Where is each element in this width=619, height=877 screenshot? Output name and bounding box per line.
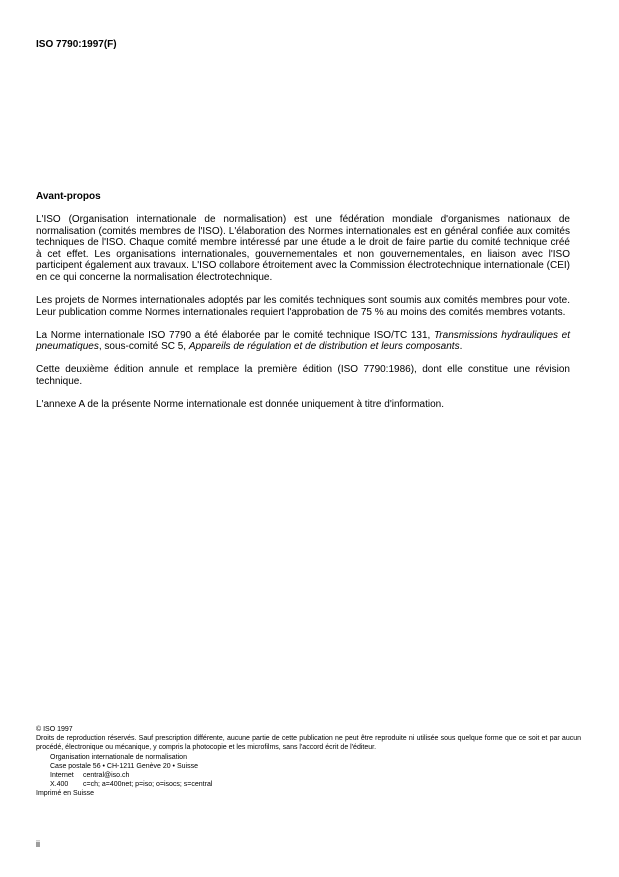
- foreword-paragraph-voting: Les projets de Normes internationales adoptés par les comités techniques sont soumis aux comités membres pour vote. Leur publication comme Normes internationales requiert l'approbation de 75 % au moins des comités membres votants.: [36, 295, 570, 318]
- page-number: ii: [36, 839, 40, 849]
- copyright-block: [36, 725, 581, 799]
- copyright-notice: © ISO 1997: [36, 726, 73, 733]
- internet-value: central@iso.ch: [83, 772, 130, 780]
- iso-organisation: Organisation internationale de normalisation: [50, 753, 187, 761]
- iso-internet: [36, 771, 581, 780]
- foreword-paragraph-iso: L'ISO (Organisation internationale de normalisation) est une fédération mondiale d'organismes nationaux de normalisation (comités membres de l'ISO). L'élaboration des Normes internationales est en général confiée aux comités techniques de l'ISO. Chaque comité membre intéressé par une étude a le droit de faire partie du comité technique créé à cet effet. Les organisations internationales, gouvernementales et non gouvernementales, en liaison avec l'ISO participent également aux travaux. L'ISO collabore étroitement avec la Commission électrotechnique internationale (CEI) en ce qui concerne la normalisation électrotechnique.: [36, 214, 570, 283]
- iso-x400: [36, 780, 581, 789]
- foreword-section: [36, 191, 570, 422]
- subcommittee-title: Appareils de régulation et de distribution et leurs composants: [188, 341, 460, 353]
- foreword-title: Avant-propos: [36, 191, 101, 202]
- copyright-rights: Droits de reproduction réservés. Sauf prescription différente, aucune partie de cette publication ne peut être reproduite ni utilisée sous quelque forme que ce soit et par aucun procédé, électronique ou mécanique, y compris la photocopie et les microfilms, sans l'accord écrit de l'éditeur.: [36, 735, 581, 752]
- iso-address: Case postale 56 • CH-1211 Genève 20 • Suisse: [50, 762, 198, 770]
- foreword-paragraph-committee: [36, 330, 570, 353]
- x400-value: c=ch; a=400net; p=iso; o=isocs; s=central: [83, 781, 213, 789]
- internet-label: Internet: [50, 772, 74, 780]
- printed-in: Imprimé en Suisse: [36, 790, 94, 798]
- committee-text-e: .: [459, 341, 463, 353]
- document-identifier: ISO 7790:1997(F): [36, 39, 117, 50]
- foreword-paragraph-edition: Cette deuxième édition annule et remplace la première édition (ISO 7790:1986), dont elle constitue une révision technique.: [36, 364, 570, 388]
- committee-title: Transmissions hydrauliques et pneumatiques: [36, 329, 570, 353]
- foreword-paragraph-annex: L'annexe A de la présente Norme internationale est donnée uniquement à titre d'information.: [36, 399, 444, 411]
- committee-text-c: , sous-comité SC 5,: [98, 341, 189, 353]
- committee-text-a: La Norme internationale ISO 7790 a été élaborée par le comité technique ISO/TC 131,: [36, 329, 434, 341]
- x400-label: X.400: [50, 781, 69, 789]
